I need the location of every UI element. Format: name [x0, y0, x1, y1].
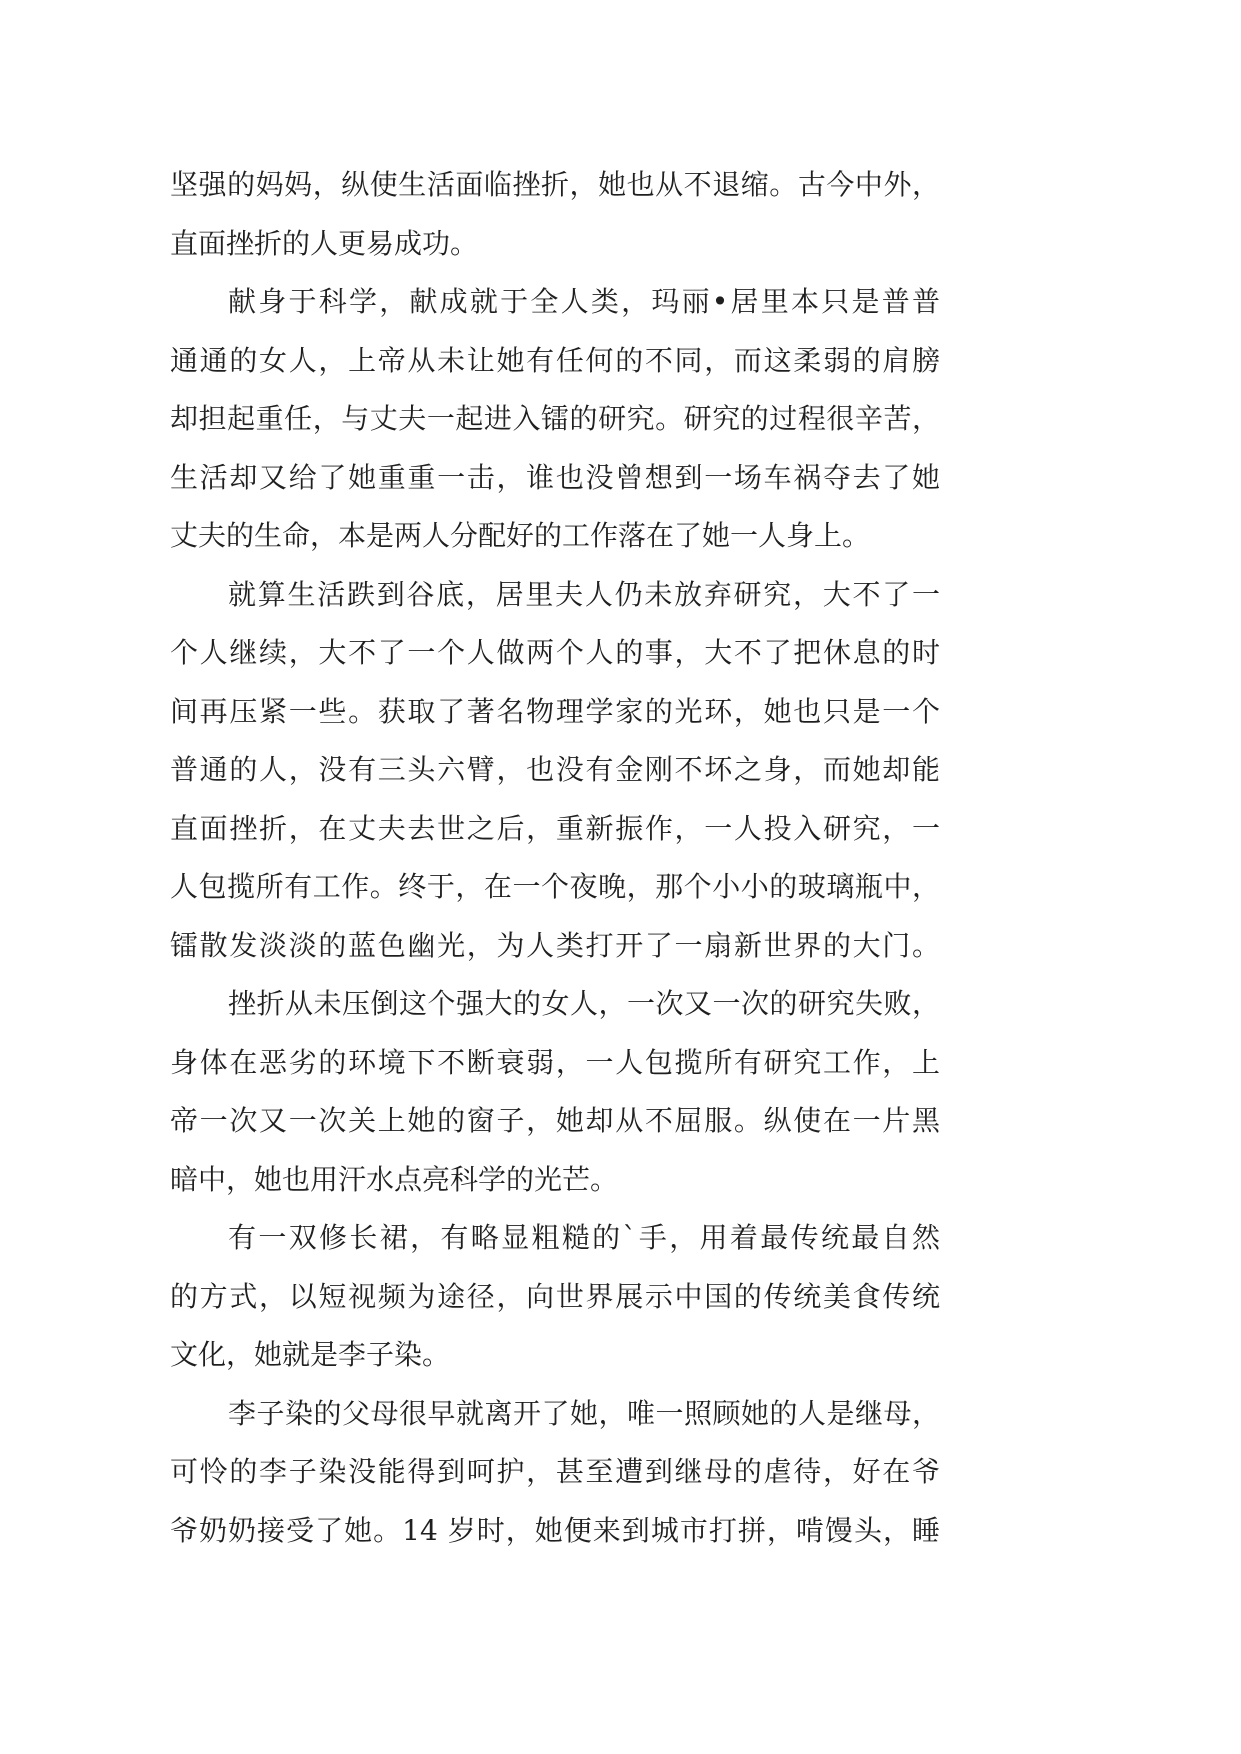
text-line: 却担起重任，与丈夫一起进入镭的研究。研究的过程很辛苦，: [170, 402, 940, 435]
text-line: 帝一次又一次关上她的窗子，她却从不屈服。纵使在一片黑: [170, 1104, 940, 1137]
paragraph-5: [170, 1209, 940, 1385]
text-line: 有一双修长裙，有略显粗糙的`手，用着最传统最自然: [228, 1221, 940, 1254]
text-line: 人包揽所有工作。终于，在一个夜晚，那个小小的玻璃瓶中，: [170, 870, 940, 903]
text-line: 个人继续，大不了一个人做两个人的事，大不了把休息的时: [170, 636, 940, 669]
text-line: 坚强的妈妈，纵使生活面临挫折，她也从不退缩。古今中外，: [170, 168, 940, 201]
text-line: 通通的女人，上帝从未让她有任何的不同，而这柔弱的肩膀: [170, 343, 940, 377]
text-line: 镭散发淡淡的蓝色幽光，为人类打开了一扇新世界的大门。: [170, 928, 940, 962]
paragraph-1: [170, 156, 940, 273]
text-line: 直面挫折的人更易成功。: [170, 226, 479, 260]
text-line: 的方式，以短视频为途径，向世界展示中国的传统美食传统: [170, 1279, 940, 1313]
text-line: 普通的人，没有三头六臂，也没有金刚不坏之身，而她却能: [170, 753, 940, 786]
document-body: [170, 156, 940, 1560]
paragraph-3: [170, 566, 940, 976]
text-line: 李子染的父母很早就离开了她，唯一照顾她的人是继母，: [228, 1396, 940, 1430]
text-line: 间再压紧一些。获取了著名物理学家的光环，她也只是一个: [170, 694, 940, 728]
paragraph-4: [170, 975, 940, 1209]
text-line: 直面挫折，在丈夫去世之后，重新振作，一人投入研究，一: [170, 811, 940, 845]
text-line: 文化，她就是李子染。: [170, 1338, 451, 1371]
text-line: 可怜的李子染没能得到呵护，甚至遭到继母的虐待，好在爷: [170, 1455, 940, 1488]
text-line: 挫折从未压倒这个强大的女人，一次又一次的研究失败，: [228, 987, 940, 1020]
paragraph-6: [170, 1385, 940, 1561]
paragraph-2: [170, 273, 940, 566]
text-line: 丈夫的生命，本是两人分配好的工作落在了她一人身上。: [170, 519, 871, 552]
text-line: 身体在恶劣的环境下不断衰弱，一人包揽所有研究工作，上: [170, 1045, 940, 1079]
text-line: 爷奶奶接受了她。14 岁时，她便来到城市打拼，啃馒头，睡: [170, 1513, 940, 1547]
text-line: 就算生活跌到谷底，居里夫人仍未放弃研究，大不了一: [228, 577, 940, 611]
text-line: 暗中，她也用汗水点亮科学的光芒。: [170, 1162, 619, 1196]
text-line: 献身于科学，献成就于全人类，玛丽•居里本只是普普: [228, 285, 940, 318]
text-line: 生活却又给了她重重一击，谁也没曾想到一场车祸夺去了她: [170, 460, 940, 494]
